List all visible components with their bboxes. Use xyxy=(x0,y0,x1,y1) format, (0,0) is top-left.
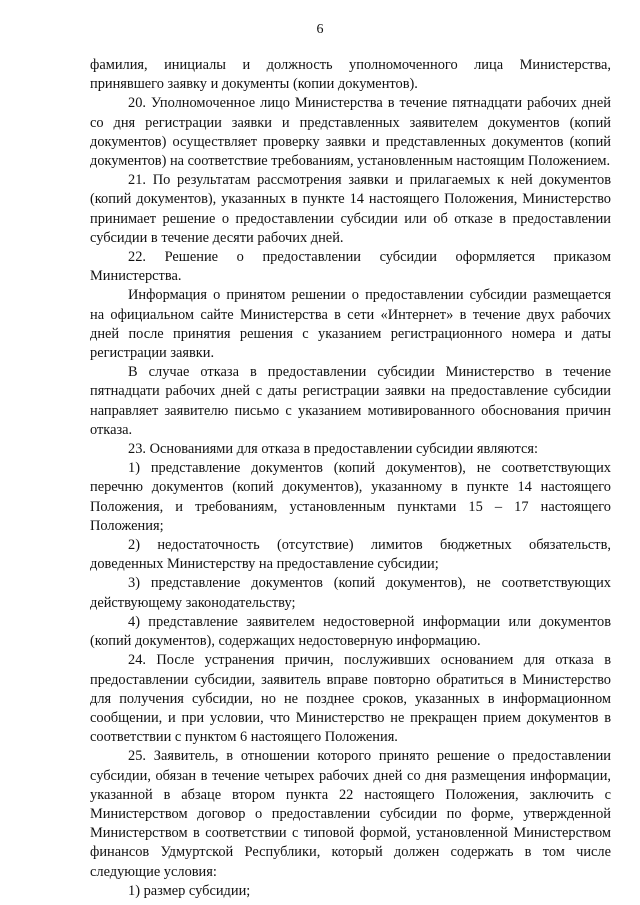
paragraph-clause-24: 24. После устранения причин, послуживших основанием для отказа в предоставлении субсидии, заявитель вправе повторно обратиться в Министерство для получения субсидии, но не позднее сроков, указанных в информационном сообщении, и при условии, что Министерство не прекращен прием документов в соответствии с пунктом 6 настоящего Положения. xyxy=(90,652,611,746)
list-item-23-2: 2) недостаточность (отсутствие) лимитов бюджетных обязательств, доведенных Министерству на предоставление субсидии; xyxy=(90,537,611,573)
list-item-25-1: 1) размер субсидии; xyxy=(128,882,251,899)
paragraph-clause-22-refusal: В случае отказа в предоставлении субсидии Министерство в течение пятнадцати рабочих дней с даты регистрации заявки на предоставление субсидии направляет заявителю письмо с указанием мотивированного обоснования причин отказа. xyxy=(90,364,611,438)
paragraph-clause-22-info: Информация о принятом решении о предоставлении субсидии размещается на официальном сайте Министерства в сети «Интернет» в течение двух рабочих дней после принятия решения с указанием регистрационного номера и даты регистрации заявки. xyxy=(90,287,611,362)
paragraph-continuation: фамилия, инициалы и должность уполномоченного лица Министерства, принявшего заявку и документы (копии документов). xyxy=(90,57,611,93)
paragraph-clause-23: 23. Основаниями для отказа в предоставлении субсидии являются: xyxy=(128,441,538,458)
list-item-23-4: 4) представление заявителем недостоверной информации или документов (копий документов), содержащих недостоверную информацию. xyxy=(90,613,611,650)
paragraph-clause-20: 20. Уполномоченное лицо Министерства в течение пятнадцати рабочих дней со дня регистрации заявки и представленных заявителем документов (копий документов) осуществляет проверку заявки и представленных документов (копий документов) на соответствие требованиям, установленным настоящим Положением. xyxy=(90,95,611,170)
page-number: 6 xyxy=(316,22,324,37)
list-item-23-3: 3) представление документов (копий документов), не соответствующих действующему законодательству; xyxy=(90,575,611,611)
paragraph-clause-25: 25. Заявитель, в отношении которого принято решение о предоставлении субсидии, обязан в течение четырех рабочих дней со дня размещения информации, указанной в абзаце втором пункта 22 настоящего Положения, заключить с Министерством договор о предоставлении субсидии по форме, утвержденной Министерством в соответствии с типовой формой, установленной Министерством финансов Удмуртской Республики, который должен содержать в том числе следующие условия: xyxy=(90,748,611,880)
paragraph-clause-21: 21. По результатам рассмотрения заявки и прилагаемых к ней документов (копий документов), указанных в пункте 14 настоящего Положения, Министерство принимает решение о предоставлении субсидии или об отказе в предоставлении субсидии в течение десяти рабочих дней. xyxy=(90,172,611,246)
list-item-23-1: 1) представление документов (копий документов), не соответствующих перечню документов (копий документов), указанному в пункте 14 настоящего Положения, и требованиям, установленным пунктами 15 – 17 настоящего Положения; xyxy=(90,460,611,534)
paragraph-clause-22: 22. Решение о предоставлении субсидии оформляется приказом Министерства. xyxy=(90,249,611,285)
document-body xyxy=(90,56,611,901)
